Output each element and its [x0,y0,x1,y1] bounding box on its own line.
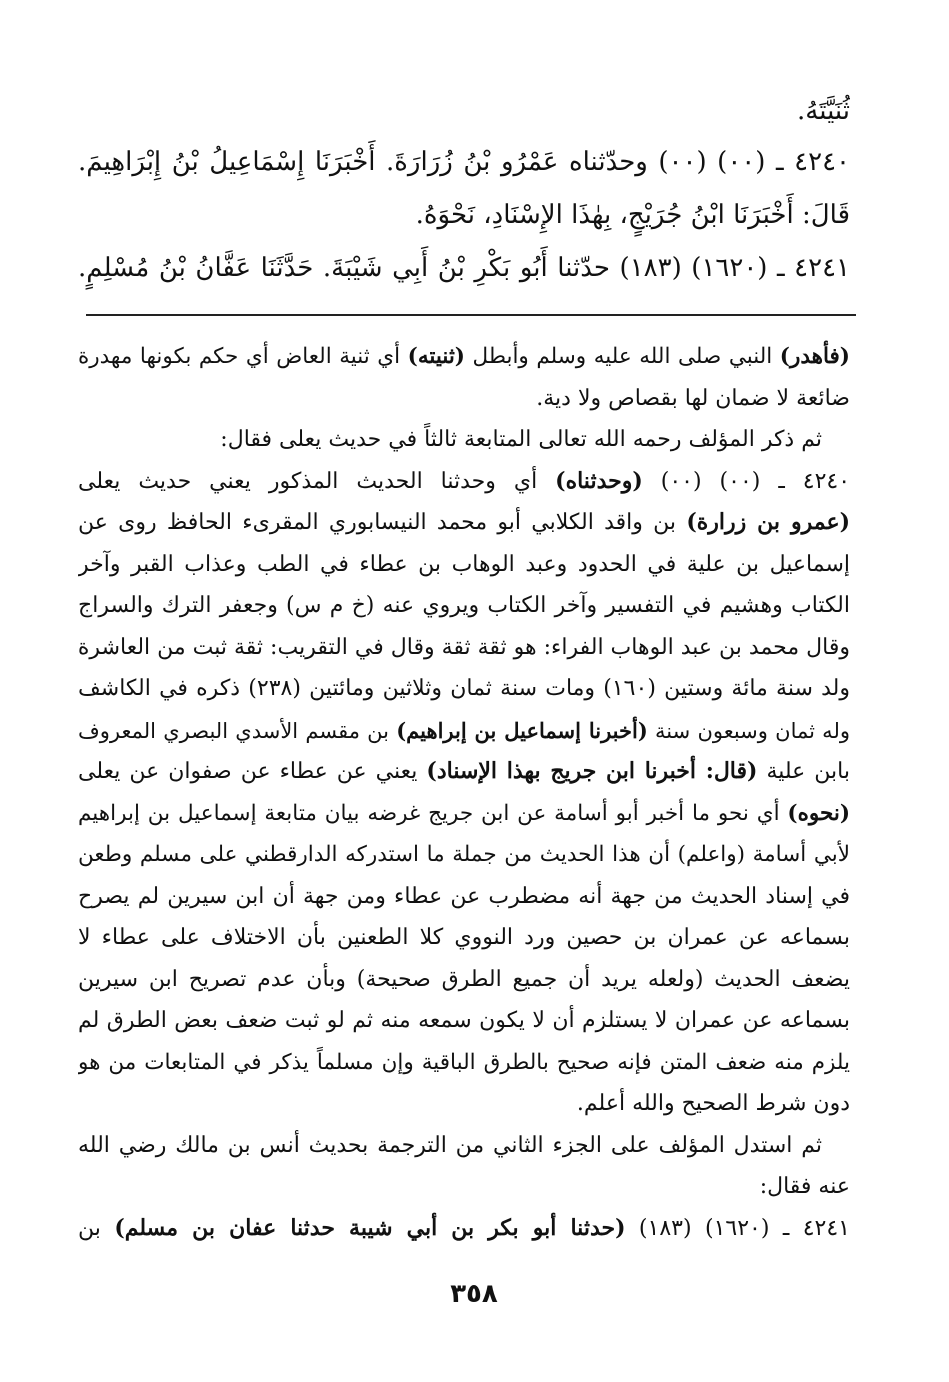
commentary-line: إسماعيل بن علية في الحدود وعبد الوهاب بن عطاء في الطب وعذاب القبر وآخر [78,551,850,577]
bold-quote: (قال: أخبرنا ابن جريج بهذا الإسناد) [426,758,758,784]
commentary-span: يعني عن عطاء عن صفوان عن يعلى [78,759,427,784]
bold-quote: (أخبرنا إسماعيل بن إبراهيم) [396,717,648,743]
commentary-text [78,336,850,1249]
commentary-line: دون شرط الصحيح والله أعلم. [576,1091,850,1116]
commentary-span: النبي صلى الله عليه وسلم وأبطل [464,344,780,369]
commentary-line: ولد سنة مائة وستين (١٦٠) ومات سنة ثمان وثلاثين ومائتين (٢٣٨) ذكره في الكاشف [78,676,850,701]
bold-quote: (عمرو بن زرارة) [686,509,850,535]
commentary-line: ثم استدل المؤلف على الجزء الثاني من الترجمة بحديث أنس بن مالك رضي الله [78,1132,822,1158]
commentary-span: أي وحدثنا الحديث المذكور يعني حديث يعلى [78,468,556,494]
commentary-line: عنه فقال: [759,1174,850,1199]
commentary-line [78,502,850,544]
commentary-line: وقال محمد بن عبد الوهاب الفراء: هو ثقة ثقة وقال في التقريب: ثقة ثبت من العاشرة [78,634,850,660]
commentary-span: أي ثنية العاض أي حكم بكونها مهدرة [78,344,408,369]
commentary-line [78,710,850,752]
commentary-line: بسماعه عن عمران لا يستلزم أن لا يكون سمعه منه ثم لو ثبت ضعف بعض الطرق لم [78,1008,850,1033]
commentary-span: بن [78,1215,115,1241]
footnote-separator [86,314,856,316]
commentary-line [78,793,850,835]
bold-quote: (وحدثناه) [555,467,643,494]
page-number: ٣٥٨ [450,1279,498,1309]
hadith-text [78,86,850,295]
commentary-line: ثم ذكر المؤلف رحمه الله تعالى المتابعة ثالثاً في حديث يعلى فقال: [220,427,822,452]
commentary-line: يلزم منه ضعف المتن فإنه صحيح بالطرق الباقية وإن مسلماً يذكر في المتابعات من هو [78,1049,850,1075]
matn-line: ٤٢٤١ ـ (١٦٢٠) (١٨٣) حدّثنا أَبُو بَكْرِ بْنُ أَبِي شَيْبَةَ. حَدَّثَنَا عَفَّانُ بْنُ مُسْلِمٍ. [78,253,850,283]
bold-quote: (فأهدر) [779,344,850,369]
commentary-line: بسماعه عن عمران بن حصين ورد النووي كلا الطعنين بأن الاختلاف على عطاء لا [78,925,850,950]
commentary-span: بن مقسم الأسدي البصري المعروف [78,718,397,743]
commentary-span: بن واقد الكلابي أبو محمد النيسابوري المقرىء الحافظ روى عن [78,510,687,535]
commentary-line: الكتاب وهشيم في التفسير وآخر الكتاب ويروي عنه (خ م س) وجعفر الترك والسراج [78,593,850,618]
commentary-line [78,1208,850,1250]
commentary-line: ضائعة لا ضمان لها بقصاص ولا دية. [536,385,850,411]
commentary-span: وله ثمان وسبعون سنة [647,718,850,743]
matn-line: ثُنَيَّتَهُ. [797,96,850,126]
matn-line: قَالَ: أَخْبَرَنَا ابْنُ جُرَيْجٍ، بِهٰذَا الإِسْنَادِ، نَحْوَهُ. [415,200,850,230]
commentary-span: بابن علية [757,759,850,784]
commentary-line [78,336,850,378]
commentary-line: لأبي أسامة (واعلم) أن هذا الحديث من جملة ما استدركه الدارقطني على مسلم وطعن [78,842,850,867]
matn-line: ٤٢٤٠ ـ (٠٠) (٠٠) وحدّثناه عَمْرُو بْنُ زُرَارَةَ. أَخْبَرَنَا إِسْمَاعِيلُ بْنُ إِبْرَاهِيمَ. [78,147,850,177]
commentary-line: يضعف الحديث (ولعله يريد أن جميع الطرق صحيحة) وبأن عدم تصريح ابن سيرين [78,966,850,992]
commentary-line [78,751,850,793]
bold-quote: (حدثنا أبو بكر بن أبي شيبة حدثنا عفان بن مسلم) [114,1214,626,1241]
bold-quote: (ثنيته) [407,344,465,369]
bold-quote: (نحوه) [787,800,850,826]
commentary-line [78,461,850,503]
commentary-line: في إسناد الحديث من جهة أنه مضطرب عن عطاء ومن جهة أن ابن سيرين لم يصرح [78,883,850,909]
commentary-span: أي نحو ما أخبر أبو أسامة عن ابن جريج غرضه بيان متابعة إسماعيل بن إبراهيم [78,800,788,826]
commentary-span: ٤٢٤٠ ـ (٠٠) (٠٠) [642,468,850,494]
commentary-span: ٤٢٤١ ـ (١٦٢٠) (١٨٣) [625,1215,850,1241]
